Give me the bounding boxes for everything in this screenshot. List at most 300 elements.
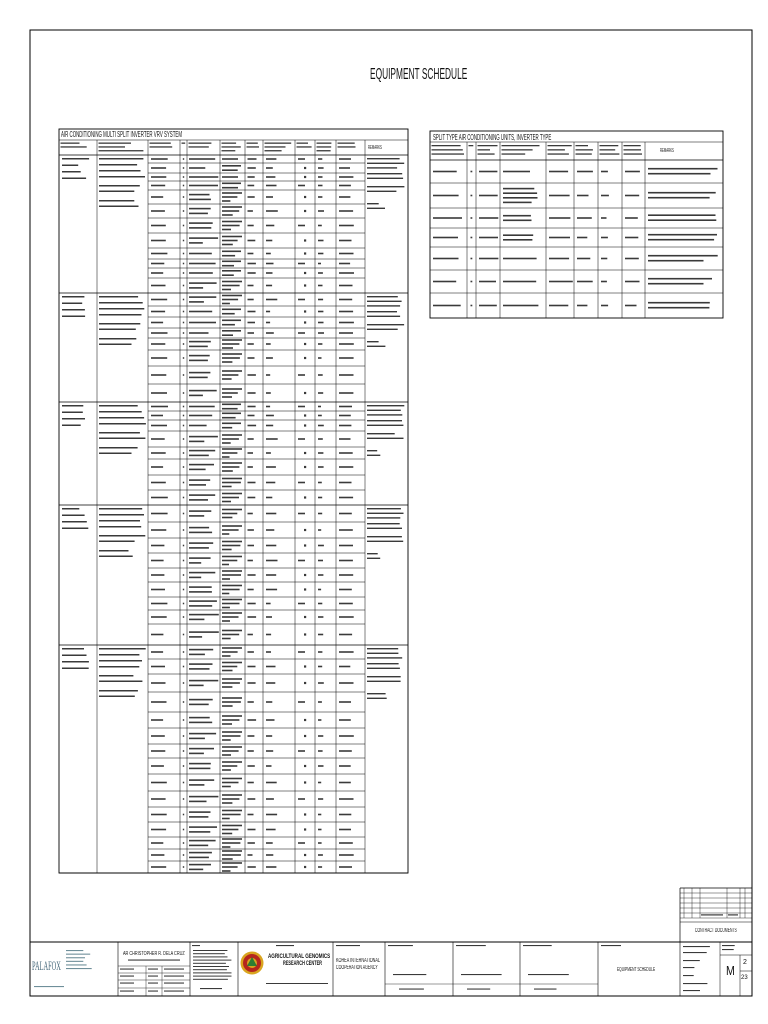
illegible-text bbox=[222, 662, 242, 664]
illegible-text bbox=[318, 513, 322, 515]
illegible-text bbox=[304, 765, 306, 767]
illegible-text bbox=[189, 322, 216, 324]
illegible-text bbox=[248, 842, 255, 844]
illegible-text bbox=[222, 829, 238, 831]
illegible-text bbox=[189, 668, 210, 670]
illegible-text bbox=[61, 143, 80, 144]
illegible-text bbox=[189, 685, 204, 687]
illegible-text bbox=[222, 392, 238, 394]
illegible-text bbox=[99, 696, 135, 698]
illegible-text bbox=[222, 854, 241, 856]
illegible-text bbox=[189, 768, 210, 770]
illegible-text bbox=[248, 682, 256, 684]
illegible-text bbox=[367, 425, 403, 426]
illegible-text bbox=[318, 842, 322, 844]
illegible-text bbox=[266, 782, 277, 784]
illegible-text bbox=[577, 281, 593, 283]
illegible-text bbox=[266, 814, 277, 816]
illegible-text bbox=[151, 574, 164, 576]
illegible-text bbox=[339, 299, 352, 301]
illegible-text bbox=[99, 296, 138, 298]
illegible-text bbox=[298, 513, 305, 515]
illegible-text bbox=[298, 438, 305, 440]
illegible-text bbox=[183, 167, 184, 169]
illegible-text bbox=[304, 588, 306, 590]
illegible-text bbox=[183, 225, 184, 227]
illegible-text bbox=[222, 701, 241, 703]
illegible-text bbox=[189, 332, 209, 334]
illegible-text bbox=[183, 513, 184, 515]
illegible-text bbox=[193, 966, 229, 967]
illegible-text bbox=[193, 979, 228, 980]
agency-name-line2: COOPERATION AGENCY bbox=[336, 964, 378, 971]
illegible-text bbox=[367, 663, 399, 664]
illegible-text bbox=[339, 225, 354, 227]
illegible-text bbox=[222, 396, 232, 398]
illegible-text bbox=[266, 651, 271, 653]
illegible-text bbox=[99, 158, 143, 160]
illegible-text bbox=[683, 983, 707, 984]
illegible-text bbox=[248, 285, 254, 287]
illegible-text bbox=[339, 513, 352, 515]
illegible-text bbox=[99, 417, 144, 419]
illegible-text bbox=[471, 281, 473, 283]
illegible-text bbox=[339, 497, 353, 499]
illegible-text bbox=[222, 334, 233, 336]
illegible-text bbox=[318, 651, 322, 653]
illegible-text bbox=[222, 313, 235, 315]
illegible-text bbox=[625, 195, 639, 197]
illegible-text bbox=[266, 415, 274, 417]
illegible-text bbox=[222, 427, 232, 429]
illegible-text bbox=[151, 263, 164, 265]
illegible-text bbox=[222, 564, 229, 566]
illegible-text bbox=[99, 660, 142, 662]
illegible-text bbox=[266, 682, 275, 684]
illegible-text bbox=[318, 560, 323, 562]
illegible-text bbox=[222, 361, 232, 363]
illegible-text bbox=[304, 452, 306, 454]
illegible-text bbox=[222, 438, 239, 440]
illegible-text bbox=[298, 842, 305, 844]
illegible-text bbox=[222, 585, 242, 587]
illegible-text bbox=[304, 252, 306, 254]
illegible-text bbox=[577, 305, 587, 307]
illegible-text bbox=[433, 217, 462, 219]
illegible-text bbox=[99, 535, 145, 537]
illegible-text bbox=[183, 343, 184, 345]
illegible-text bbox=[304, 616, 306, 618]
illegible-text bbox=[367, 186, 404, 187]
illegible-text bbox=[222, 769, 231, 771]
illegible-text bbox=[62, 412, 83, 414]
illegible-text bbox=[248, 735, 255, 737]
illegible-text bbox=[189, 185, 218, 187]
illegible-text bbox=[193, 953, 225, 954]
illegible-text bbox=[339, 240, 352, 242]
illegible-text bbox=[304, 682, 306, 684]
illegible-text bbox=[456, 945, 486, 946]
illegible-text bbox=[189, 395, 203, 397]
illegible-text bbox=[151, 452, 166, 454]
illegible-text bbox=[183, 482, 184, 484]
illegible-text bbox=[339, 374, 354, 376]
illegible-text bbox=[266, 735, 272, 737]
illegible-text bbox=[189, 296, 216, 298]
illegible-text bbox=[183, 497, 184, 499]
illegible-text bbox=[266, 196, 273, 198]
illegible-text bbox=[151, 176, 166, 178]
illegible-text bbox=[189, 227, 211, 229]
illegible-text bbox=[222, 413, 241, 415]
illegible-text bbox=[304, 239, 306, 241]
illegible-text bbox=[189, 600, 217, 602]
illegible-text bbox=[189, 253, 212, 255]
illegible-text bbox=[189, 680, 218, 682]
illegible-text bbox=[648, 234, 717, 236]
illegible-text bbox=[266, 240, 272, 242]
illegible-text bbox=[248, 651, 254, 653]
illegible-text bbox=[523, 945, 552, 946]
illegible-text bbox=[549, 237, 570, 239]
illegible-text bbox=[183, 842, 184, 844]
illegible-text bbox=[549, 217, 570, 219]
illegible-text bbox=[222, 274, 234, 276]
illegible-text bbox=[339, 842, 353, 844]
illegible-text bbox=[222, 850, 242, 852]
illegible-text bbox=[367, 648, 398, 649]
illegible-text bbox=[266, 603, 271, 605]
illegible-text bbox=[200, 988, 222, 989]
illegible-text bbox=[99, 176, 145, 178]
illegible-text bbox=[222, 378, 232, 380]
illegible-text bbox=[151, 158, 168, 160]
illegible-text bbox=[222, 818, 230, 820]
illegible-text bbox=[189, 527, 209, 529]
illegible-text bbox=[183, 750, 184, 752]
illegible-text bbox=[367, 414, 402, 415]
illegible-text bbox=[266, 497, 272, 499]
illegible-text bbox=[502, 149, 533, 150]
illegible-text bbox=[222, 434, 242, 436]
illegible-text bbox=[339, 210, 353, 212]
illegible-text bbox=[34, 986, 64, 987]
illegible-text bbox=[577, 171, 593, 173]
illegible-text bbox=[339, 603, 353, 605]
illegible-text bbox=[248, 765, 255, 767]
illegible-text bbox=[298, 374, 305, 376]
illegible-text bbox=[183, 634, 184, 636]
illegible-text bbox=[62, 309, 85, 311]
illegible-text bbox=[183, 814, 184, 816]
illegible-text bbox=[151, 854, 164, 856]
illegible-text bbox=[222, 578, 230, 580]
illegible-text bbox=[648, 214, 716, 216]
illegible-text bbox=[248, 634, 253, 636]
illegible-text bbox=[318, 438, 323, 440]
illegible-text bbox=[336, 945, 360, 946]
illegible-text bbox=[183, 176, 184, 178]
illegible-text bbox=[367, 311, 397, 312]
illegible-text bbox=[304, 414, 306, 416]
illegible-text bbox=[248, 866, 256, 868]
illegible-text bbox=[247, 143, 258, 144]
illegible-text bbox=[298, 603, 305, 605]
illegible-text bbox=[304, 866, 306, 868]
illegible-text bbox=[222, 545, 240, 547]
illegible-text bbox=[99, 185, 140, 187]
illegible-text bbox=[189, 208, 211, 210]
illegible-text bbox=[339, 425, 351, 427]
illegible-text bbox=[367, 305, 400, 306]
illegible-text bbox=[183, 616, 184, 618]
illegible-text bbox=[318, 196, 322, 198]
illegible-text bbox=[222, 620, 230, 622]
illegible-text bbox=[304, 529, 306, 531]
split-table-title: SPLIT TYPE AIR CONDITIONING UNITS, INVERTER TYPE bbox=[433, 132, 552, 142]
illegible-text bbox=[601, 258, 607, 260]
illegible-text bbox=[248, 299, 254, 301]
sheet-number-bottom: 23 bbox=[741, 975, 748, 981]
illegible-text bbox=[222, 270, 241, 272]
illegible-text bbox=[222, 210, 239, 212]
illegible-text bbox=[151, 497, 168, 499]
illegible-text bbox=[339, 866, 352, 868]
illegible-text bbox=[339, 589, 352, 591]
illegible-text bbox=[367, 405, 404, 406]
illegible-text bbox=[367, 450, 377, 451]
illegible-text bbox=[189, 237, 218, 239]
illegible-text bbox=[266, 701, 272, 703]
illegible-text bbox=[367, 528, 402, 529]
illegible-text bbox=[304, 466, 306, 468]
illegible-text bbox=[183, 185, 184, 187]
illegible-text bbox=[266, 299, 277, 301]
illegible-text bbox=[183, 299, 184, 301]
illegible-text bbox=[266, 574, 276, 576]
illegible-text bbox=[222, 825, 242, 827]
illegible-text bbox=[576, 153, 592, 154]
illegible-text bbox=[339, 253, 354, 255]
illegible-text bbox=[189, 494, 215, 496]
illegible-text bbox=[222, 529, 239, 531]
illegible-text bbox=[189, 222, 213, 224]
illegible-text bbox=[648, 168, 718, 170]
illegible-text bbox=[62, 178, 86, 180]
illegible-text bbox=[367, 191, 396, 192]
illegible-text bbox=[266, 866, 276, 868]
illegible-text bbox=[266, 829, 276, 831]
illegible-text bbox=[99, 405, 138, 407]
illegible-text bbox=[318, 311, 323, 313]
illegible-text bbox=[222, 670, 233, 672]
illegible-text bbox=[99, 329, 136, 331]
illegible-text bbox=[304, 665, 306, 667]
illegible-text bbox=[479, 281, 496, 283]
illegible-text bbox=[182, 143, 186, 144]
illegible-text bbox=[304, 210, 306, 212]
illegible-text bbox=[304, 321, 306, 323]
illegible-text bbox=[318, 263, 321, 265]
illegible-text bbox=[266, 185, 277, 187]
illegible-text bbox=[318, 497, 322, 499]
illegible-text bbox=[62, 303, 82, 305]
illegible-text bbox=[266, 285, 272, 287]
illegible-text bbox=[266, 513, 276, 515]
illegible-text bbox=[222, 423, 241, 425]
illegible-text bbox=[222, 497, 239, 499]
illegible-text bbox=[189, 450, 215, 452]
illegible-text bbox=[339, 452, 353, 454]
illegible-text bbox=[151, 560, 164, 562]
illegible-text bbox=[683, 946, 710, 947]
illegible-text bbox=[248, 225, 254, 227]
illegible-text bbox=[728, 914, 738, 915]
illegible-text bbox=[99, 308, 144, 310]
illegible-text bbox=[248, 272, 256, 274]
illegible-text bbox=[189, 831, 210, 833]
illegible-text bbox=[189, 663, 213, 665]
illegible-text bbox=[248, 311, 256, 313]
illegible-text bbox=[318, 299, 323, 301]
illegible-text bbox=[367, 163, 404, 164]
illegible-text bbox=[193, 956, 228, 957]
illegible-text bbox=[339, 560, 353, 562]
illegible-text bbox=[222, 647, 242, 649]
illegible-text bbox=[99, 508, 142, 510]
illegible-text bbox=[222, 240, 238, 242]
illegible-text bbox=[151, 425, 167, 427]
illegible-text bbox=[183, 682, 184, 684]
illegible-text bbox=[151, 415, 163, 417]
illegible-text bbox=[471, 217, 473, 219]
illegible-text bbox=[222, 442, 231, 444]
illegible-text bbox=[339, 482, 352, 484]
illegible-text bbox=[248, 343, 254, 345]
illegible-text bbox=[99, 541, 135, 543]
illegible-text bbox=[62, 668, 89, 670]
illegible-text bbox=[317, 150, 331, 151]
illegible-text bbox=[222, 452, 237, 454]
illegible-text bbox=[304, 496, 306, 498]
illegible-text bbox=[548, 145, 572, 146]
illegible-text bbox=[479, 305, 497, 307]
illegible-text bbox=[183, 782, 184, 784]
illegible-text bbox=[222, 299, 238, 301]
illegible-text bbox=[266, 798, 274, 800]
illegible-text bbox=[120, 983, 134, 984]
illegible-text bbox=[189, 654, 205, 656]
illegible-text bbox=[183, 332, 184, 334]
illegible-text bbox=[151, 343, 165, 345]
illegible-text bbox=[304, 167, 306, 169]
illegible-text bbox=[183, 603, 184, 605]
illegible-text bbox=[549, 258, 569, 260]
illegible-text bbox=[222, 731, 242, 733]
illegible-text bbox=[222, 357, 240, 359]
illegible-text bbox=[339, 701, 351, 703]
illegible-text bbox=[183, 854, 184, 856]
illegible-text bbox=[222, 404, 241, 406]
illegible-text bbox=[222, 862, 242, 864]
illegible-text bbox=[471, 305, 473, 307]
illegible-text bbox=[189, 377, 208, 379]
illegible-text bbox=[99, 150, 144, 151]
illegible-text bbox=[189, 372, 210, 374]
illegible-text bbox=[339, 529, 353, 531]
illegible-text bbox=[248, 545, 255, 547]
illegible-text bbox=[318, 574, 323, 576]
illegible-text bbox=[222, 715, 242, 717]
illegible-text bbox=[189, 213, 208, 215]
illegible-text bbox=[164, 983, 184, 984]
illegible-text bbox=[222, 612, 242, 614]
illegible-text bbox=[528, 974, 569, 975]
illegible-text bbox=[318, 682, 324, 684]
illegible-text bbox=[248, 263, 256, 265]
illegible-text bbox=[99, 164, 137, 166]
illegible-text bbox=[151, 332, 168, 334]
illegible-text bbox=[222, 339, 242, 341]
illegible-text bbox=[304, 424, 306, 426]
illegible-text bbox=[266, 167, 273, 169]
illegible-text bbox=[265, 146, 286, 147]
illegible-text bbox=[193, 969, 227, 970]
illegible-text bbox=[304, 574, 306, 576]
illegible-text bbox=[189, 738, 205, 740]
illegible-text bbox=[339, 285, 353, 287]
illegible-text bbox=[222, 320, 241, 322]
illegible-text bbox=[99, 648, 146, 650]
illegible-text bbox=[164, 976, 184, 977]
illegible-text bbox=[683, 952, 707, 953]
illegible-text bbox=[99, 556, 133, 558]
illegible-text bbox=[339, 829, 351, 831]
illegible-text bbox=[318, 357, 322, 359]
illegible-text bbox=[222, 634, 239, 636]
illegible-text bbox=[471, 171, 473, 173]
illegible-text bbox=[367, 553, 378, 554]
illegible-text bbox=[222, 330, 241, 332]
illegible-text bbox=[503, 215, 531, 217]
illegible-text bbox=[433, 237, 458, 239]
illegible-text bbox=[222, 295, 242, 297]
illegible-text bbox=[151, 253, 167, 255]
illegible-text bbox=[266, 765, 272, 767]
contract-documents-stamp: CONTRACT DOCUMENTS bbox=[695, 928, 737, 934]
illegible-text bbox=[503, 234, 533, 236]
illegible-text bbox=[318, 750, 323, 752]
illegible-text bbox=[222, 655, 231, 657]
illegible-text bbox=[318, 634, 323, 636]
illegible-text bbox=[151, 322, 163, 324]
illegible-text bbox=[183, 438, 184, 440]
illegible-text bbox=[577, 258, 590, 260]
illegible-text bbox=[367, 517, 400, 518]
illegible-text bbox=[298, 158, 305, 160]
illegible-text bbox=[601, 171, 608, 173]
illegible-text bbox=[189, 572, 215, 574]
illegible-text bbox=[150, 143, 171, 144]
illegible-text bbox=[62, 425, 81, 427]
illegible-text bbox=[99, 191, 134, 193]
illegible-text bbox=[479, 195, 498, 197]
illegible-text bbox=[148, 983, 158, 984]
illegible-text bbox=[189, 699, 213, 701]
illegible-text bbox=[625, 171, 640, 173]
illegible-text bbox=[222, 200, 230, 202]
illegible-text bbox=[189, 415, 212, 417]
